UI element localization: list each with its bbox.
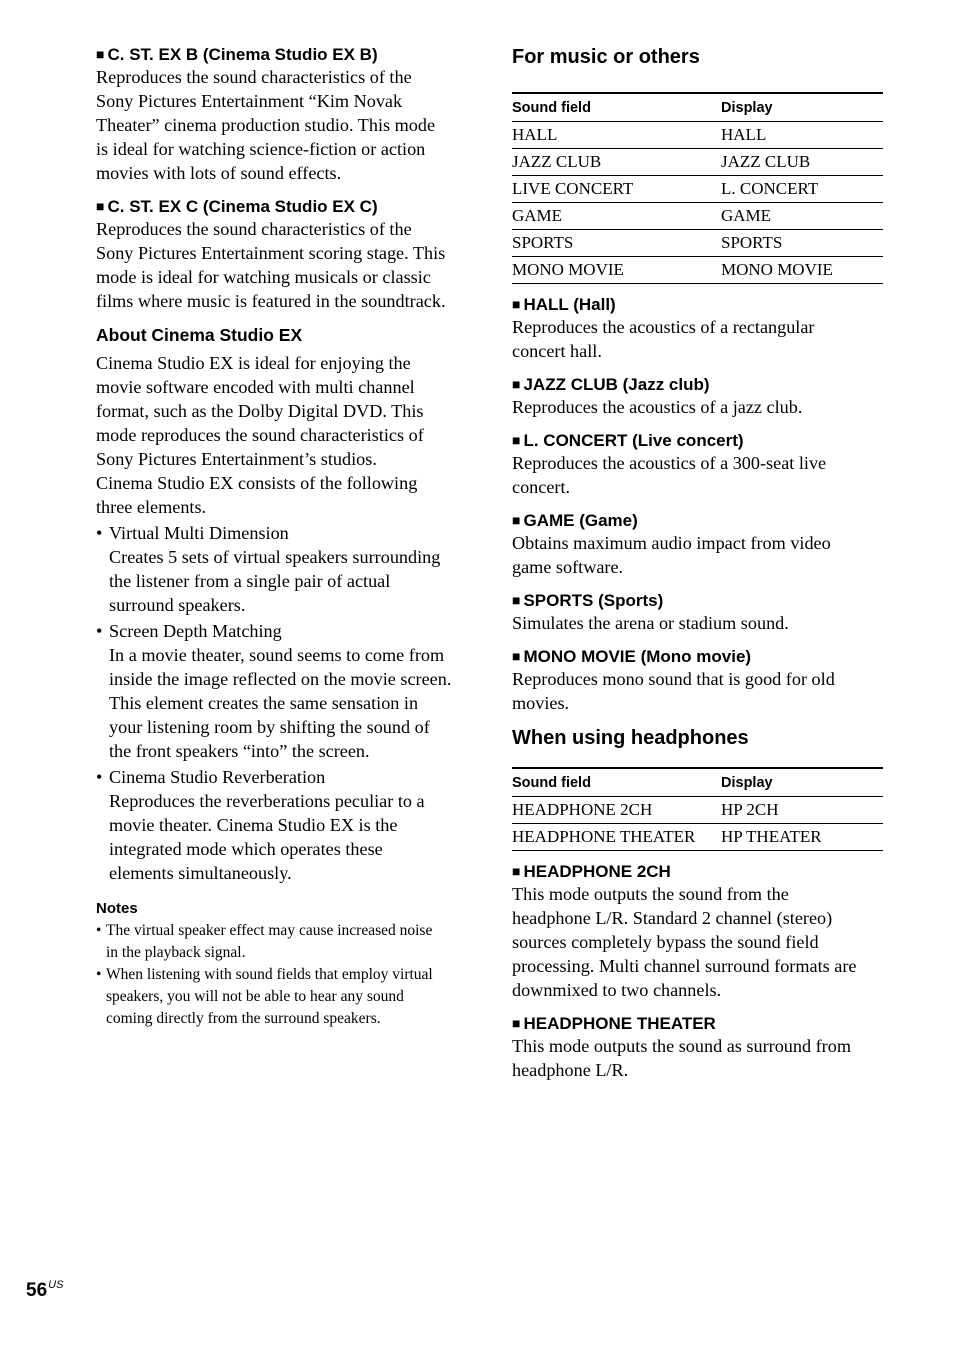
cinema-studio-elements-list	[96, 521, 468, 885]
sound-field-cell: LIVE CONCERT	[512, 176, 721, 203]
cinema-studio-ex-b-heading: ■ C. ST. EX B (Cinema Studio EX B)	[96, 45, 378, 64]
display-cell: GAME	[721, 203, 883, 230]
column-header-display: Display	[721, 768, 883, 797]
column-header-display: Display	[721, 93, 883, 122]
square-bullet-icon: ■	[96, 198, 105, 214]
table-row	[512, 824, 883, 851]
game-mode-heading: ■ GAME (Game)	[512, 511, 638, 530]
list-item: • Cinema Studio Reverberation Reproduces the reverberations peculiar to a movie theater. Cinema Studio EX is the integrated mode which operates these elements simultaneously.	[96, 767, 425, 883]
square-bullet-icon: ■	[512, 432, 521, 448]
page-region-suffix: US	[48, 1279, 64, 1291]
column-header-sound-field: Sound field	[512, 93, 721, 122]
bullet-dot-icon: •	[96, 966, 102, 983]
sound-field-cell: SPORTS	[512, 230, 721, 257]
list-item: • Screen Depth Matching In a movie theater, sound seems to come from inside the image reflected on the movie screen. This element creates the same sensation in your listening room by shifting the sound of the front speakers “into” the screen.	[96, 621, 452, 761]
display-cell: L. CONCERT	[721, 176, 883, 203]
list-item: • When listening with sound fields that employ virtual speakers, you will not be able to hear any sound coming directly from the surround speakers.	[96, 966, 433, 1027]
list-item: • Virtual Multi Dimension Creates 5 sets of virtual speakers surrounding the listener from a single pair of actual surround speakers.	[96, 523, 441, 615]
mono-movie-mode-heading: ■ MONO MOVIE (Mono movie)	[512, 647, 752, 666]
headphone-2ch-description: This mode outputs the sound from the headphone L/R. Standard 2 channel (stereo) sources completely bypass the sound field processing. Multi channel surround formats are downmixed to two channels.	[512, 884, 857, 1000]
display-cell: SPORTS	[721, 230, 883, 257]
display-cell: JAZZ CLUB	[721, 149, 883, 176]
square-bullet-icon: ■	[512, 863, 521, 879]
sports-mode-description: Simulates the arena or stadium sound.	[512, 613, 789, 633]
cinema-studio-ex-c-heading: ■ C. ST. EX C (Cinema Studio EX C)	[96, 197, 378, 216]
table-row	[512, 230, 883, 257]
table-row	[512, 257, 883, 284]
sound-field-cell: JAZZ CLUB	[512, 149, 721, 176]
square-bullet-icon: ■	[512, 1015, 521, 1031]
right-column	[512, 44, 883, 1082]
jazz-club-mode-heading: ■ JAZZ CLUB (Jazz club)	[512, 375, 710, 394]
headphones-section-heading: When using headphones	[512, 727, 749, 749]
headphone-sound-field-table	[512, 767, 883, 851]
column-header-sound-field: Sound field	[512, 768, 721, 797]
table-row	[512, 797, 883, 824]
table-row	[512, 176, 883, 203]
about-cinema-studio-ex-text: Cinema Studio EX is ideal for enjoying the movie software encoded with multi channel format, such as the Dolby Digital DVD. This mode reproduces the sound characteristics of Sony Pictures Entertainment’s studios. Cinema Studio EX consists of the following three elements.	[96, 353, 424, 517]
mono-movie-mode-description: Reproduces mono sound that is good for old movies.	[512, 669, 835, 713]
square-bullet-icon: ■	[512, 296, 521, 312]
headphone-theater-description: This mode outputs the sound as surround from headphone L/R.	[512, 1036, 851, 1080]
sound-field-cell: MONO MOVIE	[512, 257, 721, 284]
table-row	[512, 203, 883, 230]
display-cell: HALL	[721, 122, 883, 149]
square-bullet-icon: ■	[512, 512, 521, 528]
table-row	[512, 149, 883, 176]
table-header-row	[512, 768, 883, 797]
square-bullet-icon: ■	[512, 376, 521, 392]
sound-field-cell: HEADPHONE 2CH	[512, 797, 721, 824]
square-bullet-icon: ■	[512, 592, 521, 608]
game-mode-description: Obtains maximum audio impact from video game software.	[512, 533, 831, 577]
display-cell: HP THEATER	[721, 824, 883, 851]
cinema-studio-ex-c-description: Reproduces the sound characteristics of the Sony Pictures Entertainment scoring stage. This mode is ideal for watching musicals or classic films where music is featured in the soundtrack.	[96, 219, 446, 311]
page-number	[26, 1279, 63, 1302]
cinema-studio-ex-b-description: Reproduces the sound characteristics of the Sony Pictures Entertainment “Kim Novak Theater” cinema production studio. This mode is ideal for watching science-fiction or action movies with lots of sound effects.	[96, 67, 436, 183]
square-bullet-icon: ■	[512, 648, 521, 664]
about-cinema-studio-ex-heading: About Cinema Studio EX	[96, 325, 303, 345]
table-header-row	[512, 93, 883, 122]
notes-heading: Notes	[96, 900, 138, 917]
bullet-dot-icon: •	[96, 922, 102, 939]
left-column	[96, 44, 468, 1030]
sound-field-cell: HEADPHONE THEATER	[512, 824, 721, 851]
display-cell: MONO MOVIE	[721, 257, 883, 284]
hall-mode-heading: ■ HALL (Hall)	[512, 295, 616, 314]
sound-field-cell: GAME	[512, 203, 721, 230]
notes-list	[96, 920, 468, 1030]
music-sound-field-table	[512, 92, 883, 284]
bullet-dot-icon: •	[96, 621, 103, 641]
headphone-2ch-heading: ■ HEADPHONE 2CH	[512, 862, 671, 881]
music-section-heading: For music or others	[512, 46, 700, 68]
sports-mode-heading: ■ SPORTS (Sports)	[512, 591, 664, 610]
display-cell: HP 2CH	[721, 797, 883, 824]
headphone-theater-heading: ■ HEADPHONE THEATER	[512, 1014, 716, 1033]
table-row	[512, 122, 883, 149]
page-number-value: 56	[26, 1280, 48, 1301]
list-item: • The virtual speaker effect may cause increased noise in the playback signal.	[96, 922, 433, 961]
bullet-dot-icon: •	[96, 523, 103, 543]
bullet-dot-icon: •	[96, 767, 103, 787]
live-concert-mode-heading: ■ L. CONCERT (Live concert)	[512, 431, 744, 450]
sound-field-cell: HALL	[512, 122, 721, 149]
hall-mode-description: Reproduces the acoustics of a rectangular concert hall.	[512, 317, 815, 361]
jazz-club-mode-description: Reproduces the acoustics of a jazz club.	[512, 397, 803, 417]
square-bullet-icon: ■	[96, 46, 105, 62]
live-concert-mode-description: Reproduces the acoustics of a 300-seat live concert.	[512, 453, 827, 497]
